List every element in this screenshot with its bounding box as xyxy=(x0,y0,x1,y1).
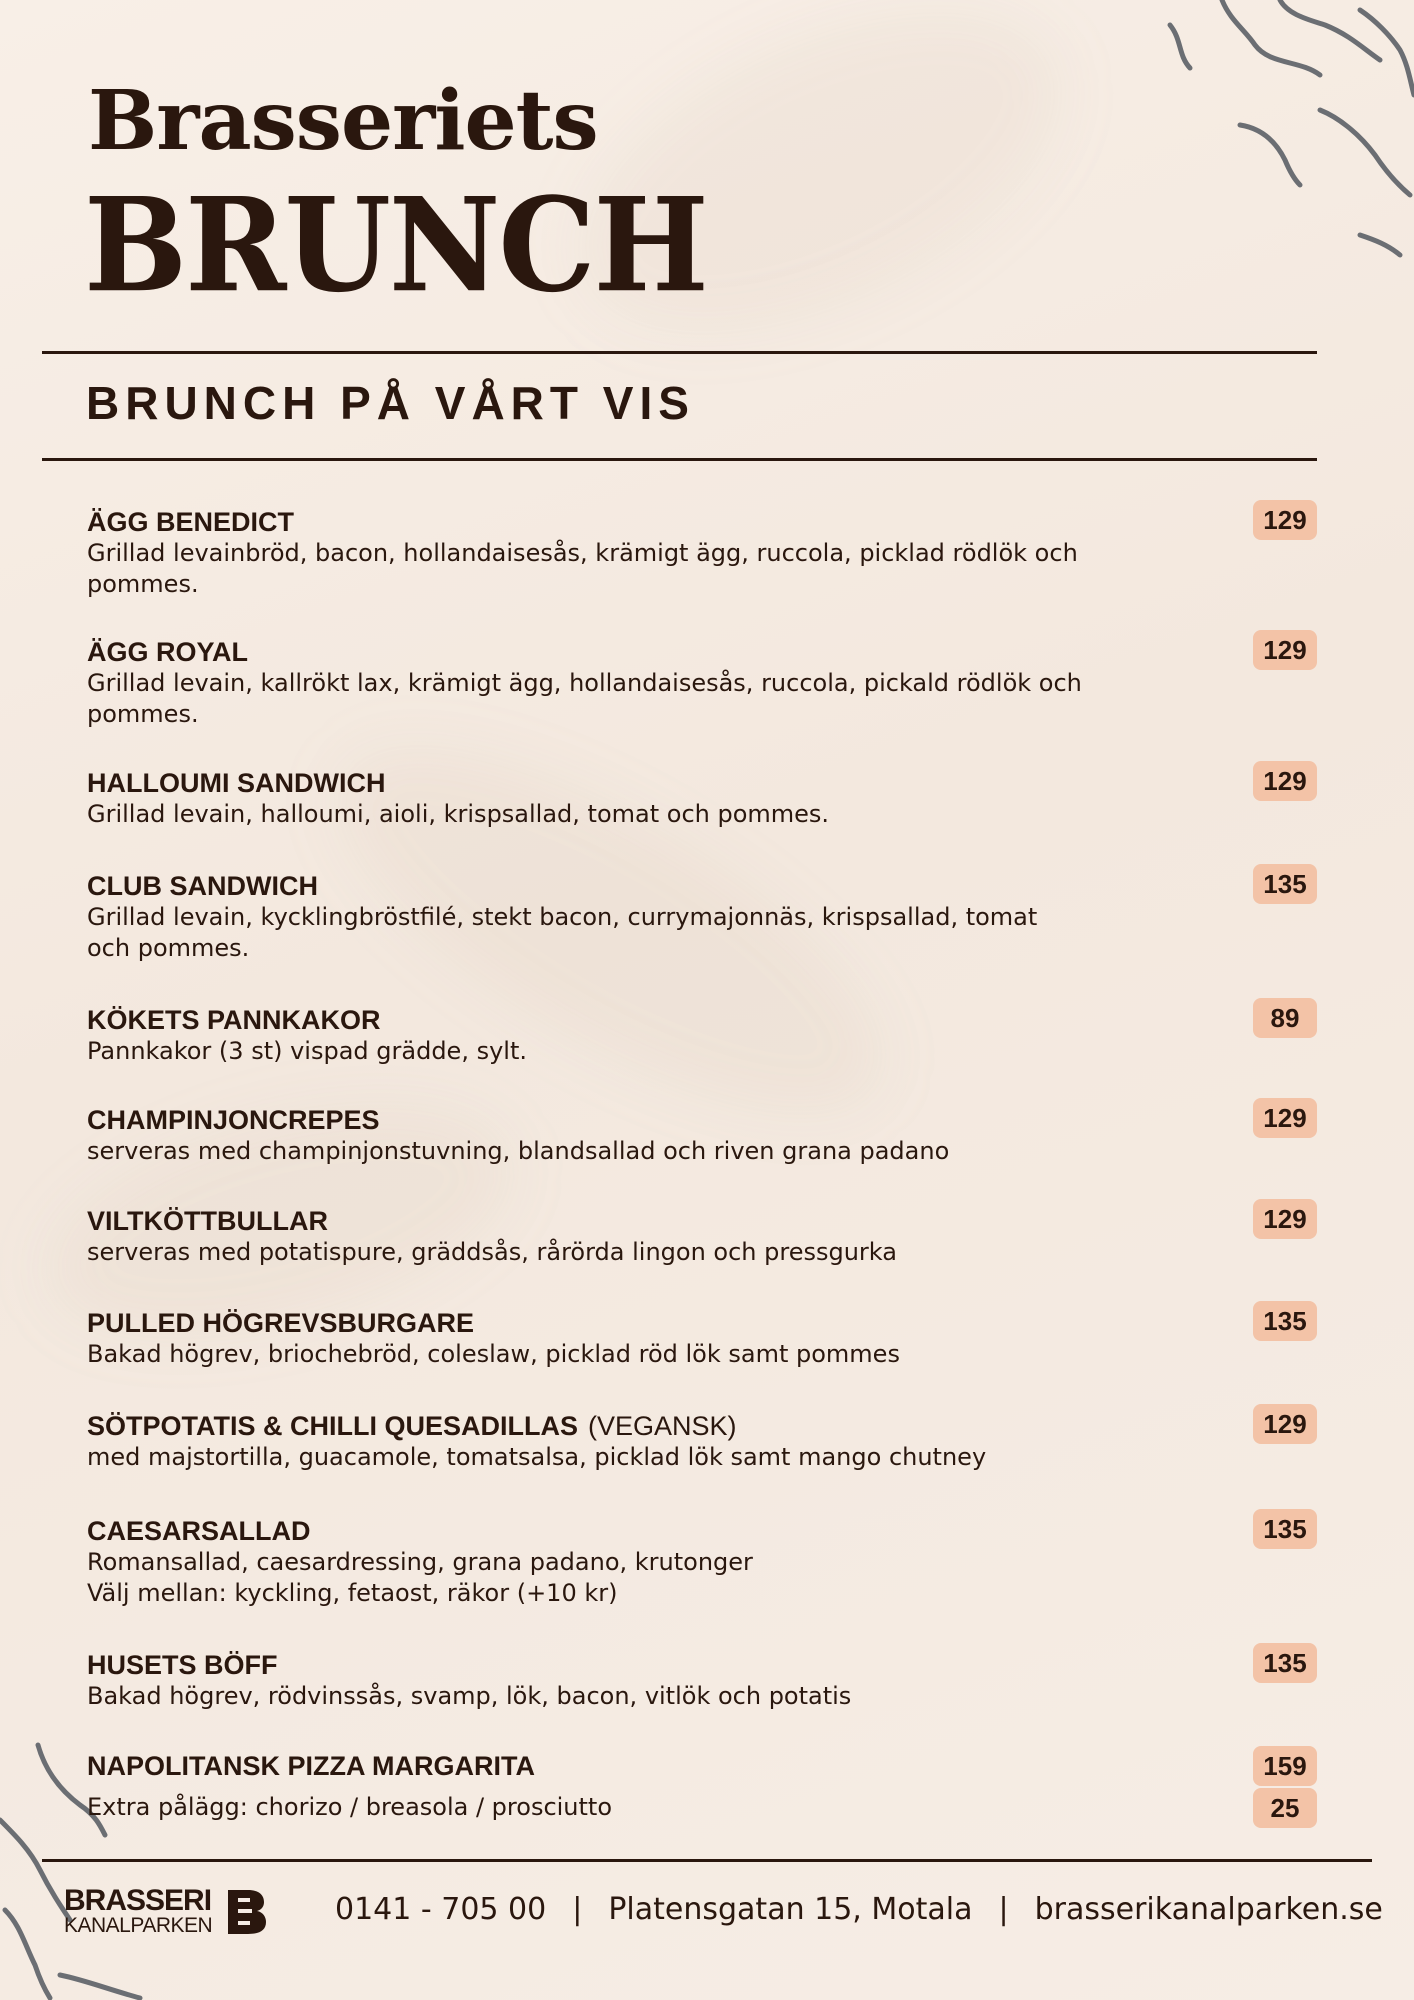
menu-item-name: NAPOLITANSK PIZZA MARGARITA xyxy=(87,1751,535,1781)
menu-item-price: 129 xyxy=(1253,1098,1317,1138)
menu-item-name: KÖKETS PANNKAKOR xyxy=(87,1005,381,1035)
menu-item-description: serveras med champinjonstuvning, blandsallad och riven grana padano xyxy=(87,1137,950,1165)
divider xyxy=(42,458,1317,461)
menu-item xyxy=(87,870,1317,964)
menu-item-price: 129 xyxy=(1253,1404,1317,1444)
phone-number[interactable]: 0141 - 705 00 xyxy=(335,1892,547,1927)
menu-item-description: serveras med potatispure, gräddsås, rårörda lingon och pressgurka xyxy=(87,1238,897,1266)
menu-item-price: 129 xyxy=(1253,500,1317,540)
menu-item-name: VILTKÖTTBULLAR xyxy=(87,1206,328,1236)
menu-item xyxy=(87,636,1317,730)
menu-item xyxy=(87,1750,1317,1823)
brand-logo xyxy=(84,73,707,321)
menu-item-name: SÖTPOTATIS & CHILLI QUESADILLAS (VEGANSK) xyxy=(87,1411,737,1441)
menu-item xyxy=(87,1649,1317,1712)
menu-item-price: 129 xyxy=(1253,761,1317,801)
menu-item-description: Romansallad, caesardressing, grana padano, krutonger xyxy=(87,1548,753,1576)
menu-item-description: Grillad levain, kallrökt lax, krämigt ägg, hollandaisesås, ruccola, pickald rödlök och pommes. xyxy=(87,669,1082,728)
menu-item-price: 129 xyxy=(1253,1199,1317,1239)
menu-item-description: Grillad levain, kycklingbröstfilé, stekt bacon, currymajonnäs, krispsallad, tomat och pommes. xyxy=(87,903,1038,962)
menu-item-price: 159 xyxy=(1253,1746,1317,1786)
separator: | xyxy=(998,1892,1009,1927)
menu-item-description: med majstortilla, guacamole, tomatsalsa, picklad lök samt mango chutney xyxy=(87,1443,987,1471)
footer-logo xyxy=(64,1884,274,1944)
footer-contact xyxy=(335,1892,1383,1927)
section-title: BRUNCH PÅ VÅRT VIS xyxy=(86,377,695,429)
menu-item-price: 135 xyxy=(1253,1509,1317,1549)
brand-subtitle: BRUNCH xyxy=(84,168,707,321)
menu-item xyxy=(87,1515,1317,1609)
menu-item-description: Bakad högrev, rödvinssås, svamp, lök, bacon, vitlök och potatis xyxy=(87,1682,852,1710)
brand-name: Brasseriets xyxy=(88,73,598,169)
address: Platensgatan 15, Motala xyxy=(608,1892,973,1927)
footer-logo-line1: BRASSERI xyxy=(64,1884,212,1917)
menu-item xyxy=(87,506,1317,600)
menu-item-name: ÄGG BENEDICT xyxy=(87,507,295,537)
menu-item-description: Grillad levainbröd, bacon, hollandaisesås, krämigt ägg, ruccola, picklad rödlök och pommes. xyxy=(87,539,1078,598)
menu-item-price: 135 xyxy=(1253,1643,1317,1683)
menu-item-name: CAESARSALLAD xyxy=(87,1516,311,1546)
website-link[interactable]: brasserikanalparken.se xyxy=(1034,1892,1383,1927)
menu-item-options: Välj mellan: kyckling, fetaost, räkor (+10 kr) xyxy=(87,1579,618,1607)
menu-item-name: CLUB SANDWICH xyxy=(87,871,318,901)
menu-item-description: Extra pålägg: chorizo / breasola / prosciutto xyxy=(87,1793,613,1821)
menu-item-name: PULLED HÖGREVSBURGARE xyxy=(87,1308,475,1338)
menu-item-description: Grillad levain, halloumi, aioli, krispsallad, tomat och pommes. xyxy=(87,800,830,828)
menu-item xyxy=(87,1205,1317,1268)
separator: | xyxy=(572,1892,583,1927)
menu-item-price: 129 xyxy=(1253,630,1317,670)
vegan-note: (VEGANSK) xyxy=(588,1411,737,1441)
menu-item xyxy=(87,1004,1317,1067)
footer-logo-line2: KANALPARKEN xyxy=(64,1914,213,1937)
menu-item-price: 135 xyxy=(1253,1301,1317,1341)
menu-item-name: ÄGG ROYAL xyxy=(87,637,249,667)
footer-divider xyxy=(42,1859,1372,1862)
extra-topping-price: 25 xyxy=(1253,1788,1317,1828)
menu-item-name: CHAMPINJONCREPES xyxy=(87,1105,380,1135)
menu-item xyxy=(87,1104,1317,1167)
squiggle-decoration xyxy=(1160,0,1414,280)
menu-item xyxy=(87,1410,1317,1473)
menu-item-price: 89 xyxy=(1253,998,1317,1038)
menu-item xyxy=(87,767,1317,830)
menu-item-name: HALLOUMI SANDWICH xyxy=(87,768,386,798)
menu-item-description: Pannkakor (3 st) vispad grädde, sylt. xyxy=(87,1037,527,1065)
menu-item xyxy=(87,1307,1317,1370)
logo-mark-icon xyxy=(224,1886,270,1936)
divider xyxy=(42,351,1317,354)
menu-item-price: 135 xyxy=(1253,864,1317,904)
menu-item-description: Bakad högrev, briochebröd, coleslaw, picklad röd lök samt pommes xyxy=(87,1340,900,1368)
menu-item-name: HUSETS BÖFF xyxy=(87,1650,278,1680)
